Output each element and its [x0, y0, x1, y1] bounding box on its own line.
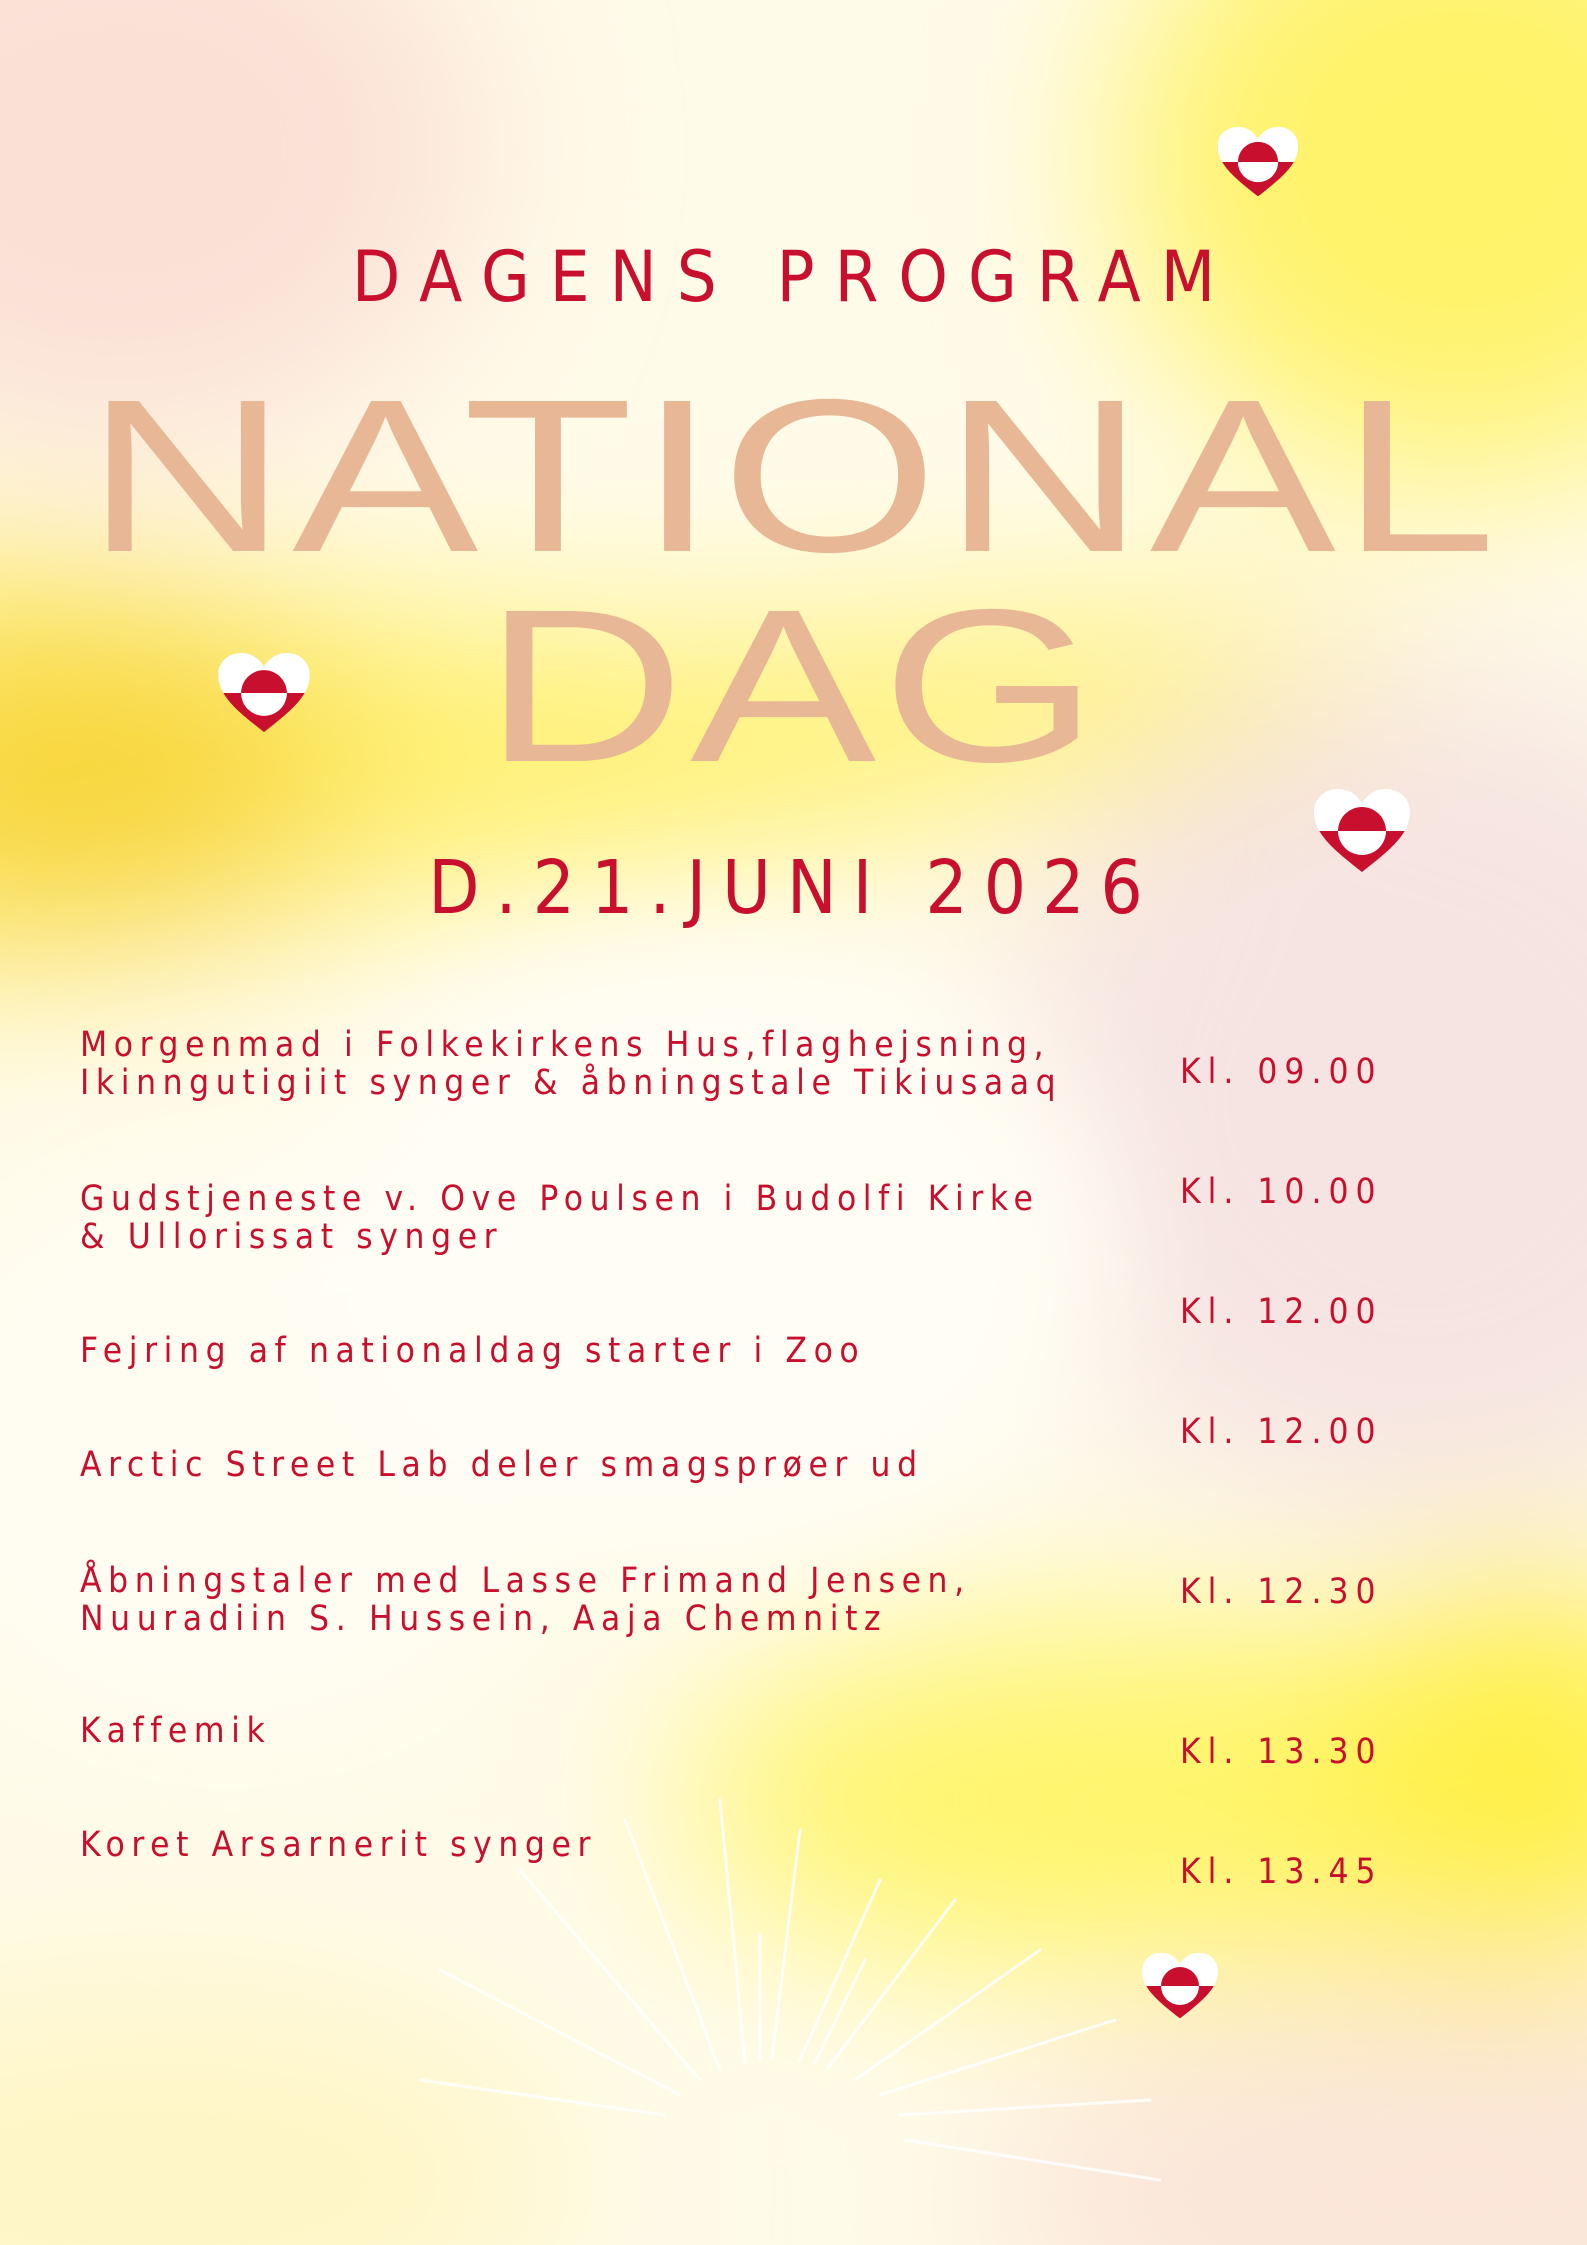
program-item-4 — [80, 1446, 1160, 1484]
title-line-national: NATIONAL — [85, 355, 1502, 598]
kicker-heading: DAGENS PROGRAM — [351, 236, 1236, 318]
program-time-1: Kl. 09.00 — [1180, 1052, 1383, 1092]
event-date: D.21.JUNI 2026 — [428, 845, 1159, 931]
program-item-3 — [80, 1332, 1160, 1370]
program-time-2: Kl. 10.00 — [1180, 1172, 1383, 1212]
greenland-flag-heart-icon — [1312, 788, 1412, 874]
greenland-flag-heart-icon — [1140, 1952, 1220, 2020]
program-item-text: Ikinngutigiit synger & åbningstale Tikiusaaq — [80, 1063, 1063, 1103]
program-item-5 — [80, 1562, 1160, 1638]
title-line-dag: DAG — [483, 565, 1104, 808]
program-time-4: Kl. 12.00 — [1180, 1412, 1383, 1452]
program-item-2 — [80, 1180, 1160, 1256]
program-item-7 — [80, 1826, 1160, 1864]
program-item-1 — [80, 1026, 1160, 1102]
greenland-flag-heart-icon — [1216, 126, 1300, 198]
program-item-text: Arctic Street Lab deler smagsprøer ud — [80, 1445, 924, 1485]
greenland-flag-heart-icon — [216, 652, 312, 734]
program-item-text: Nuuradiin S. Hussein, Aaja Chemnitz — [80, 1599, 888, 1639]
program-item-text: Koret Arsarnerit synger — [80, 1825, 598, 1865]
program-item-text: & Ullorissat synger — [80, 1217, 504, 1257]
program-item-6 — [80, 1712, 1160, 1750]
program-item-text: Fejring af nationaldag starter i Zoo — [80, 1331, 866, 1371]
program-time-5: Kl. 12.30 — [1180, 1572, 1383, 1612]
program-item-text: Kaffemik — [80, 1711, 272, 1751]
program-item-text: Åbningstaler med Lasse Frimand Jensen, — [80, 1561, 971, 1601]
program-item-text: Gudstjeneste v. Ove Poulsen i Budolfi Kirke — [80, 1179, 1040, 1219]
program-time-6: Kl. 13.30 — [1180, 1732, 1383, 1772]
program-time-3: Kl. 12.00 — [1180, 1292, 1383, 1332]
program-time-7: Kl. 13.45 — [1180, 1852, 1383, 1892]
program-item-text: Morgenmad i Folkekirkens Hus,flaghejsning, — [80, 1025, 1051, 1065]
